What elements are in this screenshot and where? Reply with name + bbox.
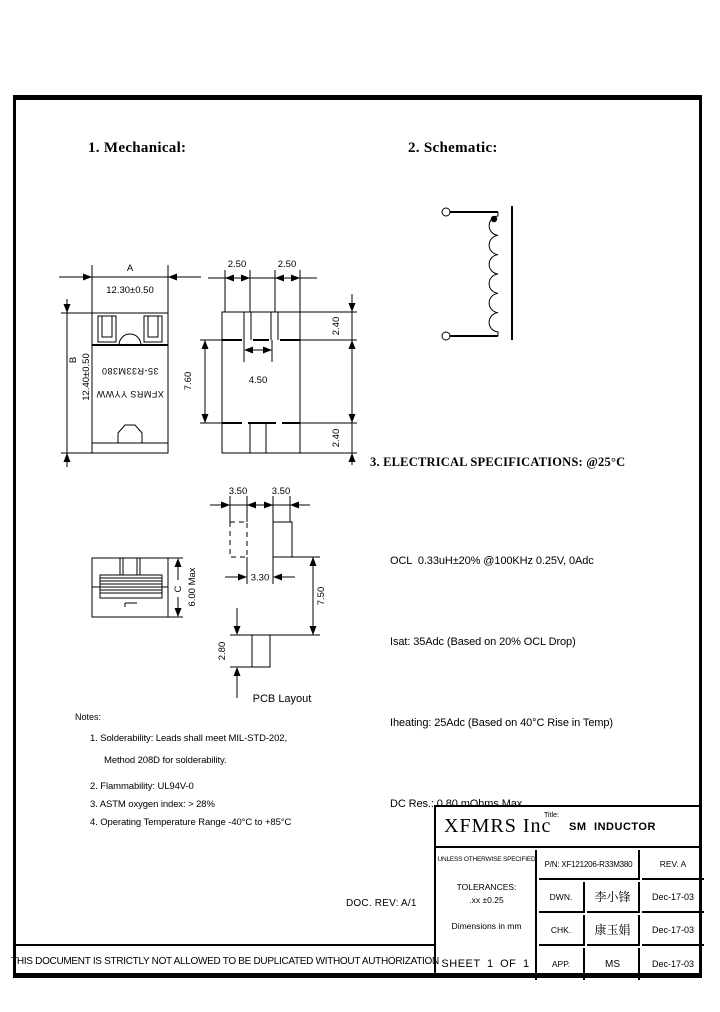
part-marking [96,366,164,399]
footer-warning: THIS DOCUMENT IS STRICTLY NOT ALLOWED TO BE DUPLICATED WITHOUT AUTHORIZATION [11,955,439,967]
dim-right-top-value: 2.40 [331,316,342,336]
dim-c-letter: C [173,585,184,593]
pcb-layout-drawing [200,480,360,715]
spec-note: UNLESS OTHERWISE SPECIFIED [437,856,536,863]
front-view-dims-right [300,294,357,465]
front-view-dim-window [244,347,272,387]
pad-top-left [230,522,247,557]
tolerances-cell [436,850,537,948]
schematic-heading: 2. Schematic: [408,140,498,156]
dim-window-value: 4.50 [248,375,268,386]
schematic-drawing [420,180,540,360]
note-1-line-2: Method 208D for solderability. [104,755,227,766]
spec-line-isat: Isat: 35Adc (Based on 20% OCL Drop) [390,636,576,648]
dim-pitch-left: 2.50 [227,259,247,270]
pcb-dims-top [210,486,310,522]
mechanical-heading: 1. Mechanical: [88,140,187,156]
spec-line-dcr: DC Res.: 0.80 mOhms Max [390,798,523,810]
part-number-cell: P/N: XF121206-R33M380 [539,850,640,880]
dim-bottom-value: 2.80 [217,641,228,661]
dim-gap-value: 3.30 [250,572,270,584]
note-1-line-1: 1. Solderability: Leads shall meet MIL-STD-202, [90,733,288,744]
revision-cell: REV. A [642,850,704,880]
spec-line-ocl: OCL 0.33uH±20% @100KHz 0.25V, 0Adc [390,555,594,567]
dwn-signature-cell: 李小锋 [587,882,640,913]
title-block [434,805,702,978]
pcb-dim-bottom [217,608,252,698]
pad-top-right [273,522,292,557]
marking-line-2: 35-R33M380 [101,366,159,376]
app-signature-cell: MS [587,948,640,980]
terminal-top [442,208,450,216]
inductor-coil [489,212,498,336]
title-label: Title: [544,812,559,819]
side-view-body [92,558,168,617]
sheet-cell: SHEET 1 OF 1 [436,948,537,980]
note-4: 4. Operating Temperature Range -40°C to +85°C [90,817,292,828]
note-2: 2. Flammability: UL94V-0 [90,781,194,792]
app-role-cell: APP. [539,948,585,980]
company-name: XFMRS Inc [444,815,552,837]
dim-vertical-value: 7.50 [316,586,327,606]
dim-b-letter: B [68,356,79,364]
pad-bottom [252,635,270,667]
pcb-dim-vertical [270,557,327,635]
dim-pad-right-value: 3.50 [271,486,291,497]
tolerances-label: TOLERANCES: [456,882,517,892]
front-view-drawing [160,250,370,468]
marking-line-1: XFMRS YYWW [96,389,164,399]
dim-a-letter: A [126,263,134,274]
dim-height-value: 7.60 [183,371,194,391]
note-3: 3. ASTM oxygen index: > 28% [90,799,215,810]
dim-pad-left-value: 3.50 [228,486,248,497]
spec-line-iheating: Iheating: 25Adc (Based on 40°C Rise in Temp) [390,717,613,729]
title-row [436,807,702,848]
dim-c-value: 6.00 Max [187,567,198,607]
top-view-dim-b [61,299,92,467]
tolerances-value: .xx ±0.25 [469,895,504,905]
dim-a-value: 12.30±0.50 [106,285,154,296]
terminal-bottom [442,332,450,340]
polarity-dot-icon [491,216,497,222]
chk-role-cell: CHK. [539,915,585,946]
dim-pitch-right: 2.50 [277,259,297,270]
dwn-date-cell: Dec-17-03 [642,882,704,913]
side-view-dim-c [168,558,198,617]
dims-note: Dimensions in mm [451,921,522,931]
pcb-dim-gap [225,557,295,584]
dim-b-value: 12.40±0.50 [81,353,92,401]
front-view-dims-top [208,259,317,312]
notes-title: Notes: [75,712,102,722]
doc-rev: DOC. REV: A/1 [346,898,417,909]
dim-right-bottom-value: 2.40 [331,428,342,448]
electrical-heading: 3. ELECTRICAL SPECIFICATIONS: @25°C [370,455,626,469]
app-date-cell: Dec-17-03 [651,959,695,969]
pcb-pads [230,522,292,667]
chk-date-cell: Dec-17-03 [642,915,704,946]
front-view-dim-left [183,340,222,423]
drawing-title: SM INDUCTOR [569,821,656,833]
pcb-layout-label: PCB Layout [252,693,312,705]
chk-signature-cell: 康玉娟 [587,915,640,946]
top-view-body [92,313,168,453]
dwn-role-cell: DWN. [539,882,585,913]
